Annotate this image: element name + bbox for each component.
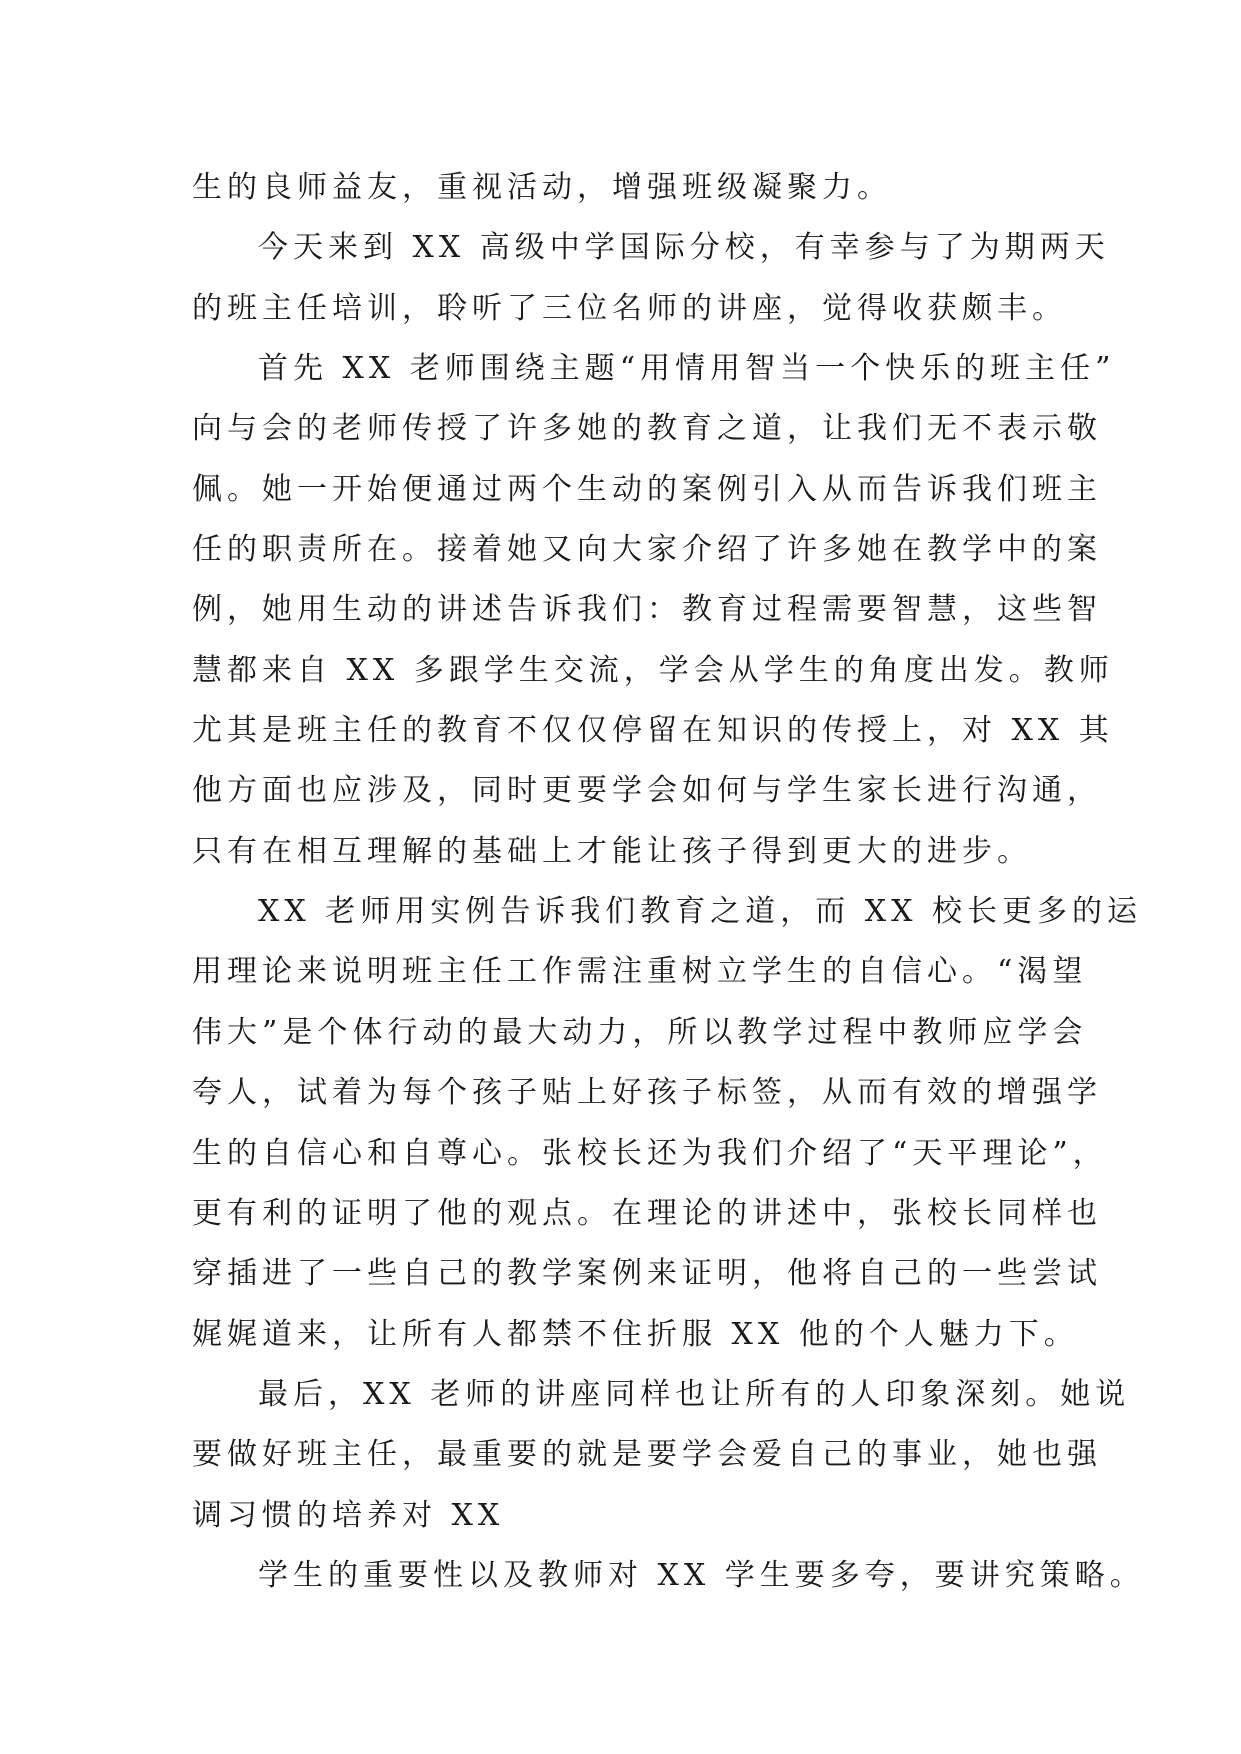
text-line: 尤其是班主任的教育不仅仅停留在知识的传授上，对 XX 其 [192,713,1114,749]
text-line: 他方面也应涉及，同时更要学会如何与学生家长进行沟通， [192,773,1102,809]
paragraph-first-line: 首先 XX 老师围绕主题“用情用智当一个快乐的班主任” [258,351,1116,387]
text-line: 佩。她一开始便通过两个生动的案例引入从而告诉我们班主 [192,471,1102,507]
text-line: 更有利的证明了他的观点。在理论的讲述中，张校长同样也 [192,1195,1102,1231]
paragraph-first-line: 学生的重要性以及教师对 XX 学生要多夸，要讲究策略。 [258,1557,1145,1593]
text-line: 伟大”是个体行动的最大动力，所以教学过程中教师应学会 [192,1014,1088,1050]
text-line: 慧都来自 XX 多跟学生交流，学会从学生的角度出发。教师 [192,652,1114,688]
text-line: 任的职责所在。接着她又向大家介绍了许多她在教学中的案 [192,532,1102,568]
text-line: 生的自信心和自尊心。张校长还为我们介绍了“天平理论”， [192,1135,1108,1171]
text-line: 调习惯的培养对 XX [192,1497,505,1533]
text-line: 要做好班主任，最重要的就是要学会爱自己的事业，她也强 [192,1437,1102,1473]
text-line: 夸人，试着为每个孩子贴上好孩子标签，从而有效的增强学 [192,1075,1102,1111]
body-text [192,158,1145,1606]
paragraph-first-line: 今天来到 XX 高级中学国际分校，有幸参与了为期两天 [258,230,1110,266]
paragraph-first-line: 最后，XX 老师的讲座同样也让所有的人印象深刻。她说 [258,1376,1131,1412]
text-line: 生的良师益友，重视活动，增强班级凝聚力。 [192,170,892,205]
paragraph-first-line: XX 老师用实例告诉我们教育之道，而 XX 校长更多的运 [258,894,1143,930]
text-line: 的班主任培训，聆听了三位名师的讲座，觉得收获颇丰。 [192,290,1067,326]
text-line: 只有在相互理解的基础上才能让孩子得到更大的进步。 [192,833,1032,869]
text-line: 例，她用生动的讲述告诉我们：教育过程需要智慧，这些智 [192,592,1102,628]
text-line: 娓娓道来，让所有人都禁不住折服 XX 他的个人魅力下。 [192,1316,1079,1352]
text-line: 向与会的老师传授了许多她的教育之道，让我们无不表示敬 [192,411,1102,447]
text-line: 用理论来说明班主任工作需注重树立学生的自信心。“渴望 [192,954,1088,990]
text-line: 穿插进了一些自己的教学案例来证明，他将自己的一些尝试 [192,1256,1102,1292]
